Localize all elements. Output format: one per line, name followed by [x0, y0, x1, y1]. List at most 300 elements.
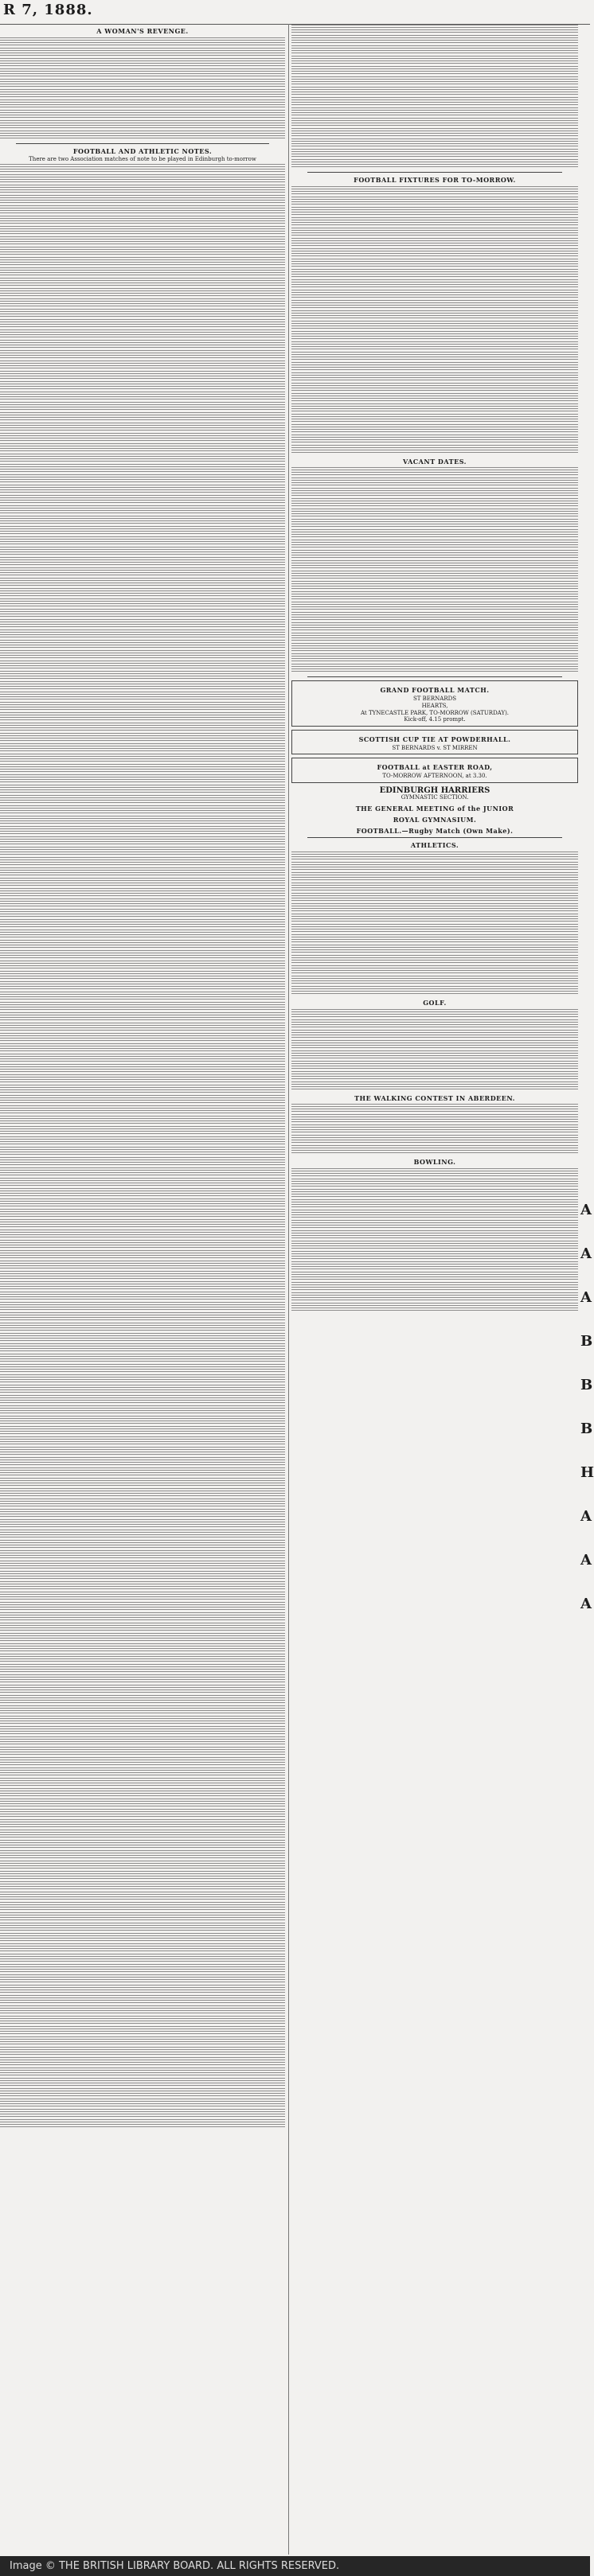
- illegible-text-block: [291, 1230, 578, 1240]
- illegible-text-block: [0, 1198, 285, 1208]
- illegible-text-block: [0, 1830, 285, 1839]
- illegible-text-block: [291, 149, 578, 158]
- illegible-text-block: [0, 805, 285, 815]
- advert-heading-general-meeting: THE GENERAL MEETING of the JUNIOR: [355, 805, 514, 813]
- illegible-text-block: [0, 195, 285, 205]
- illegible-text-block: [0, 495, 285, 505]
- image-credit: Image © THE BRITISH LIBRARY BOARD. ALL RIGHTS RESERVED.: [0, 2556, 590, 2576]
- illegible-text-block: [0, 2057, 285, 2067]
- illegible-text-block: [0, 661, 285, 670]
- illegible-text-block: [0, 226, 285, 236]
- illegible-text-block: [0, 443, 285, 453]
- illegible-text-block: [291, 550, 578, 559]
- illegible-text-block: [0, 547, 285, 556]
- illegible-text-block: [291, 488, 578, 497]
- illegible-text-block: [0, 1788, 285, 1798]
- illegible-text-block: [0, 516, 285, 525]
- illegible-text-block: [291, 1050, 578, 1060]
- illegible-text-block: [291, 872, 578, 882]
- fixtures-list: [291, 186, 578, 454]
- column-rule: [288, 24, 289, 2555]
- illegible-text-block: [0, 1861, 285, 1870]
- illegible-text-block: [291, 529, 578, 539]
- illegible-text-block: [291, 331, 578, 341]
- illegible-text-block: [291, 986, 578, 996]
- edge-letter: A: [580, 1245, 592, 1262]
- illegible-text-block: [0, 640, 285, 649]
- illegible-text-block: [291, 290, 578, 299]
- illegible-text-block: [0, 1002, 285, 1011]
- article-heading-football-notes: FOOTBALL AND ATHLETIC NOTES.: [72, 146, 213, 155]
- illegible-text-block: [0, 1230, 285, 1239]
- column-divider: [307, 676, 562, 677]
- illegible-text-block: [0, 2067, 285, 2077]
- illegible-text-block: [0, 981, 285, 991]
- illegible-text-block: [0, 216, 285, 225]
- illegible-text-block: [0, 267, 285, 277]
- illegible-text-block: [0, 1292, 285, 1301]
- illegible-text-block: [291, 118, 578, 127]
- illegible-text-block: [291, 35, 578, 45]
- golf-text: [291, 1009, 578, 1091]
- masthead: [0, 0, 590, 25]
- illegible-text-block: [0, 2119, 285, 2129]
- illegible-text-block: [291, 1104, 578, 1113]
- illegible-text-block: [0, 2047, 285, 2056]
- issue-date: R 7, 1888.: [3, 2, 93, 18]
- illegible-text-block: [0, 340, 285, 349]
- illegible-text-block: [291, 259, 578, 268]
- illegible-text-block: [291, 883, 578, 892]
- illegible-text-block: [0, 1250, 285, 1260]
- illegible-text-block: [0, 1188, 285, 1198]
- illegible-text-block: [0, 58, 285, 68]
- illegible-text-block: [291, 383, 578, 392]
- illegible-text-block: [291, 540, 578, 549]
- illegible-text-block: [0, 712, 285, 722]
- illegible-text-block: [0, 1385, 285, 1394]
- illegible-text-block: [291, 477, 578, 487]
- illegible-text-block: [0, 1550, 285, 1560]
- advert-heading-easter-road: FOOTBALL at EASTER ROAD,: [377, 763, 493, 772]
- illegible-text-block: [0, 1964, 285, 1974]
- illegible-text-block: [0, 1933, 285, 1943]
- illegible-text-block: [0, 1881, 285, 1891]
- illegible-text-block: [291, 622, 578, 632]
- illegible-text-block: [0, 557, 285, 567]
- illegible-text-block: [0, 89, 285, 99]
- illegible-text-block: [0, 131, 285, 140]
- illegible-text-block: [0, 247, 285, 256]
- illegible-text-block: [291, 1292, 578, 1302]
- illegible-text-block: [0, 1302, 285, 1311]
- illegible-text-block: [291, 25, 578, 34]
- illegible-text-block: [0, 1105, 285, 1115]
- edge-letter: A: [580, 1596, 592, 1612]
- advert-line: ST BERNARDS v. ST MIRREN: [392, 744, 478, 751]
- illegible-text-block: [291, 602, 578, 611]
- illegible-text-block: [291, 56, 578, 65]
- illegible-text-block: [291, 612, 578, 622]
- illegible-text-block: [0, 1447, 285, 1456]
- illegible-text-block: [0, 588, 285, 598]
- illegible-text-block: [291, 1199, 578, 1209]
- illegible-text-block: [291, 435, 578, 444]
- illegible-text-block: [0, 743, 285, 753]
- illegible-text-block: [0, 1074, 285, 1084]
- illegible-text-block: [291, 1210, 578, 1219]
- illegible-text-block: [0, 1043, 285, 1053]
- illegible-text-block: [0, 898, 285, 908]
- illegible-text-block: [0, 1767, 285, 1777]
- illegible-text-block: [291, 393, 578, 403]
- illegible-text-block: [291, 1009, 578, 1019]
- illegible-text-block: [0, 1426, 285, 1436]
- illegible-text-block: [0, 1809, 285, 1818]
- advert-line: HEARTS,: [421, 702, 448, 709]
- illegible-text-block: [0, 1840, 285, 1849]
- illegible-text-block: [291, 560, 578, 570]
- illegible-text-block: [0, 1643, 285, 1653]
- illegible-text-block: [0, 1333, 285, 1343]
- illegible-text-block: [0, 2099, 285, 2108]
- illegible-text-block: [0, 1478, 285, 1487]
- illegible-text-block: [291, 300, 578, 310]
- article-heading-womans-revenge: A WOMAN'S REVENGE.: [96, 27, 189, 35]
- illegible-text-block: [0, 1819, 285, 1829]
- illegible-text-block: [291, 66, 578, 76]
- athletics-text: [291, 852, 578, 996]
- illegible-text-block: [0, 1664, 285, 1674]
- illegible-text-block: [0, 1457, 285, 1467]
- illegible-text-block: [0, 1374, 285, 1384]
- illegible-text-block: [0, 1695, 285, 1705]
- illegible-text-block: [0, 298, 285, 308]
- illegible-text-block: [0, 940, 285, 949]
- illegible-text-block: [291, 862, 578, 871]
- illegible-text-block: [0, 205, 285, 215]
- left-column: [0, 24, 285, 2553]
- illegible-text-block: [0, 1995, 285, 2005]
- illegible-text-block: [0, 1416, 285, 1425]
- illegible-text-block: [0, 1540, 285, 1549]
- advert-line: ST BERNARDS: [412, 696, 457, 703]
- illegible-text-block: [0, 120, 285, 130]
- illegible-text-block: [0, 1985, 285, 1994]
- illegible-text-block: [291, 186, 578, 196]
- illegible-text-block: [0, 1261, 285, 1270]
- illegible-text-block: [0, 909, 285, 918]
- article-body-womans-revenge: [0, 37, 285, 140]
- illegible-text-block: [291, 467, 578, 477]
- illegible-text-block: [0, 692, 285, 701]
- illegible-text-block: [0, 164, 285, 173]
- illegible-text-block: [0, 185, 285, 194]
- illegible-text-block: [0, 1561, 285, 1570]
- illegible-text-block: [0, 1623, 285, 1632]
- illegible-text-block: [0, 1436, 285, 1446]
- illegible-text-block: [0, 474, 285, 484]
- illegible-text-block: [0, 1799, 285, 1808]
- illegible-text-block: [291, 362, 578, 372]
- illegible-text-block: [0, 1726, 285, 1736]
- illegible-text-block: [0, 1209, 285, 1218]
- illegible-text-block: [291, 1114, 578, 1124]
- illegible-text-block: [0, 2016, 285, 2025]
- section-heading-fixtures: FOOTBALL FIXTURES FOR TO-MORROW.: [354, 176, 516, 184]
- illegible-text-block: [291, 653, 578, 663]
- advert-heading-rugby: FOOTBALL.—Rugby Match (Own Make).: [356, 826, 514, 835]
- illegible-text-block: [291, 571, 578, 580]
- illegible-text-block: [0, 919, 285, 929]
- illegible-text-block: [0, 2109, 285, 2118]
- illegible-text-block: [0, 650, 285, 660]
- illegible-text-block: [0, 1147, 285, 1156]
- section-heading-athletics: ATHLETICS.: [410, 841, 459, 850]
- illegible-text-block: [0, 764, 285, 774]
- illegible-text-block: [0, 723, 285, 732]
- illegible-text-block: [0, 1095, 285, 1105]
- illegible-text-block: [0, 619, 285, 629]
- illegible-text-block: [0, 795, 285, 805]
- illegible-text-block: [0, 37, 285, 47]
- illegible-text-block: [291, 87, 578, 96]
- illegible-text-block: [291, 138, 578, 148]
- advert-line: GYMNASTIC SECTION.: [401, 794, 469, 801]
- section-heading-vacant-dates: VACANT DATES.: [403, 457, 467, 466]
- illegible-text-block: [0, 888, 285, 898]
- illegible-text-block: [0, 1405, 285, 1415]
- illegible-text-block: [0, 433, 285, 442]
- illegible-text-block: [0, 1943, 285, 1953]
- illegible-text-block: [0, 1685, 285, 1694]
- illegible-text-block: [0, 1747, 285, 1756]
- illegible-text-block: [0, 360, 285, 370]
- illegible-text-block: [291, 352, 578, 361]
- adjacent-page-edge: [580, 24, 594, 2555]
- illegible-text-block: [0, 1271, 285, 1280]
- illegible-text-block: [0, 847, 285, 856]
- illegible-text-block: [291, 1061, 578, 1070]
- illegible-text-block: [291, 1135, 578, 1144]
- illegible-text-block: [0, 1592, 285, 1601]
- illegible-text-block: [0, 350, 285, 360]
- illegible-text-block: [0, 1892, 285, 1901]
- scottish-cup-advert: [291, 730, 578, 754]
- illegible-text-block: [0, 48, 285, 57]
- illegible-text-block: [0, 1633, 285, 1643]
- illegible-text-block: [0, 733, 285, 742]
- illegible-text-block: [0, 878, 285, 887]
- section-heading-golf: GOLF.: [423, 998, 447, 1007]
- illegible-text-block: [291, 1019, 578, 1029]
- illegible-text-block: [0, 536, 285, 546]
- illegible-text-block: [291, 76, 578, 86]
- illegible-text-block: [291, 321, 578, 330]
- illegible-text-block: [291, 1303, 578, 1312]
- illegible-text-block: [291, 107, 578, 117]
- illegible-text-block: [0, 2078, 285, 2087]
- illegible-text-block: [0, 1705, 285, 1715]
- illegible-text-block: [0, 412, 285, 422]
- edge-letter: A: [580, 1552, 592, 1569]
- illegible-text-block: [291, 664, 578, 673]
- illegible-text-block: [0, 402, 285, 411]
- illegible-text-block: [291, 852, 578, 861]
- illegible-text-block: [291, 414, 578, 423]
- illegible-text-block: [291, 197, 578, 206]
- illegible-text-block: [0, 526, 285, 536]
- illegible-text-block: [0, 79, 285, 88]
- illegible-text-block: [0, 1364, 285, 1374]
- illegible-text-block: [0, 1757, 285, 1767]
- illegible-text-block: [0, 2005, 285, 2015]
- illegible-text-block: [291, 893, 578, 902]
- illegible-text-block: [291, 581, 578, 590]
- illegible-text-block: [0, 1571, 285, 1580]
- edge-letter: H: [580, 1464, 594, 1481]
- edge-letter: B: [580, 1421, 593, 1437]
- easter-road-advert: [291, 758, 578, 782]
- illegible-text-block: [291, 1030, 578, 1039]
- illegible-text-block: [0, 836, 285, 846]
- illegible-text-block: [0, 392, 285, 401]
- illegible-text-block: [291, 633, 578, 642]
- advert-heading-harriers: EDINBURGH HARRIERS: [379, 785, 490, 795]
- illegible-text-block: [291, 955, 578, 965]
- illegible-text-block: [0, 785, 285, 794]
- illegible-text-block: [291, 1220, 578, 1230]
- illegible-text-block: [291, 45, 578, 55]
- illegible-text-block: [291, 217, 578, 227]
- right-column: [291, 24, 578, 2553]
- illegible-text-block: [0, 1167, 285, 1177]
- illegible-text-block: [0, 1085, 285, 1094]
- illegible-text-block: [0, 2036, 285, 2046]
- illegible-text-block: [0, 1219, 285, 1229]
- illegible-text-block: [0, 961, 285, 970]
- illegible-text-block: [291, 372, 578, 382]
- illegible-text-block: [291, 1241, 578, 1250]
- illegible-text-block: [0, 1467, 285, 1477]
- illegible-text-block: [0, 329, 285, 339]
- illegible-text-block: [291, 1124, 578, 1134]
- illegible-text-block: [291, 445, 578, 454]
- illegible-text-block: [0, 1395, 285, 1405]
- illegible-text-block: [0, 1778, 285, 1787]
- advert-heading-gymnasium: ROYAL GYMNASIUM.: [393, 815, 477, 824]
- illegible-text-block: [291, 1081, 578, 1091]
- illegible-text-block: [0, 1012, 285, 1022]
- illegible-text-block: [291, 519, 578, 528]
- illegible-text-block: [291, 1282, 578, 1292]
- illegible-text-block: [291, 591, 578, 601]
- illegible-text-block: [291, 97, 578, 107]
- illegible-text-block: [0, 1912, 285, 1922]
- illegible-text-block: [0, 1674, 285, 1684]
- column-divider: [307, 172, 562, 173]
- illegible-text-block: [0, 236, 285, 246]
- illegible-text-block: [291, 279, 578, 289]
- illegible-text-block: [291, 1179, 578, 1188]
- article-subhead-football-notes: There are two Association matches of note to be played in Edinburgh to-morrow: [29, 156, 256, 163]
- illegible-text-block: [291, 403, 578, 413]
- illegible-text-block: [291, 269, 578, 279]
- illegible-text-block: [0, 992, 285, 1001]
- illegible-text-block: [291, 1272, 578, 1281]
- illegible-text-block: [0, 2026, 285, 2036]
- illegible-text-block: [0, 598, 285, 608]
- illegible-text-block: [0, 1312, 285, 1322]
- illegible-text-block: [291, 248, 578, 258]
- illegible-text-block: [0, 702, 285, 711]
- illegible-text-block: [291, 903, 578, 913]
- illegible-text-block: [0, 1498, 285, 1508]
- illegible-text-block: [0, 1716, 285, 1725]
- edge-letter: A: [580, 1508, 592, 1525]
- illegible-text-block: [0, 464, 285, 474]
- illegible-text-block: [291, 341, 578, 351]
- edge-letter: A: [580, 1202, 592, 1218]
- section-heading-walking-contest: THE WALKING CONTEST IN ABERDEEN.: [354, 1093, 515, 1102]
- illegible-text-block: [0, 1323, 285, 1332]
- illegible-text-block: [291, 1189, 578, 1198]
- illegible-text-block: [0, 971, 285, 980]
- section-heading-bowling: BOWLING.: [413, 1158, 456, 1167]
- illegible-text-block: [0, 505, 285, 515]
- illegible-text-block: [291, 498, 578, 508]
- illegible-text-block: [0, 826, 285, 836]
- illegible-text-block: [0, 1033, 285, 1042]
- illegible-text-block: [0, 929, 285, 939]
- edge-letter: B: [580, 1333, 593, 1350]
- illegible-text-block: [0, 1178, 285, 1187]
- illegible-text-block: [291, 1145, 578, 1155]
- illegible-text-block: [0, 1509, 285, 1518]
- illegible-text-block: [291, 207, 578, 216]
- illegible-text-block: [0, 1581, 285, 1591]
- illegible-text-block: [0, 174, 285, 184]
- illegible-text-block: [291, 128, 578, 138]
- illegible-text-block: [291, 310, 578, 320]
- illegible-text-block: [0, 288, 285, 298]
- illegible-text-block: [0, 867, 285, 877]
- illegible-text-block: [291, 965, 578, 975]
- illegible-text-block: [0, 857, 285, 867]
- illegible-text-block: [0, 110, 285, 119]
- illegible-text-block: [0, 816, 285, 825]
- illegible-text-block: [0, 774, 285, 784]
- illegible-text-block: [291, 945, 578, 954]
- illegible-text-block: [0, 1850, 285, 1860]
- illegible-text-block: [0, 1954, 285, 1963]
- illegible-text-block: [0, 1023, 285, 1032]
- illegible-text-block: [0, 371, 285, 380]
- illegible-text-block: [0, 1871, 285, 1880]
- illegible-text-block: [0, 1654, 285, 1663]
- illegible-text-block: [0, 950, 285, 960]
- illegible-text-block: [0, 609, 285, 618]
- illegible-text-block: [291, 914, 578, 923]
- illegible-text-block: [0, 1354, 285, 1363]
- illegible-text-block: [0, 567, 285, 577]
- illegible-text-block: [0, 1064, 285, 1074]
- illegible-text-block: [291, 424, 578, 434]
- edge-letter: B: [580, 1377, 593, 1393]
- advert-line: At TYNECASTLE PARK, TO-MORROW (SATURDAY).: [360, 709, 510, 716]
- illegible-text-block: [0, 578, 285, 587]
- illegible-text-block: [0, 629, 285, 639]
